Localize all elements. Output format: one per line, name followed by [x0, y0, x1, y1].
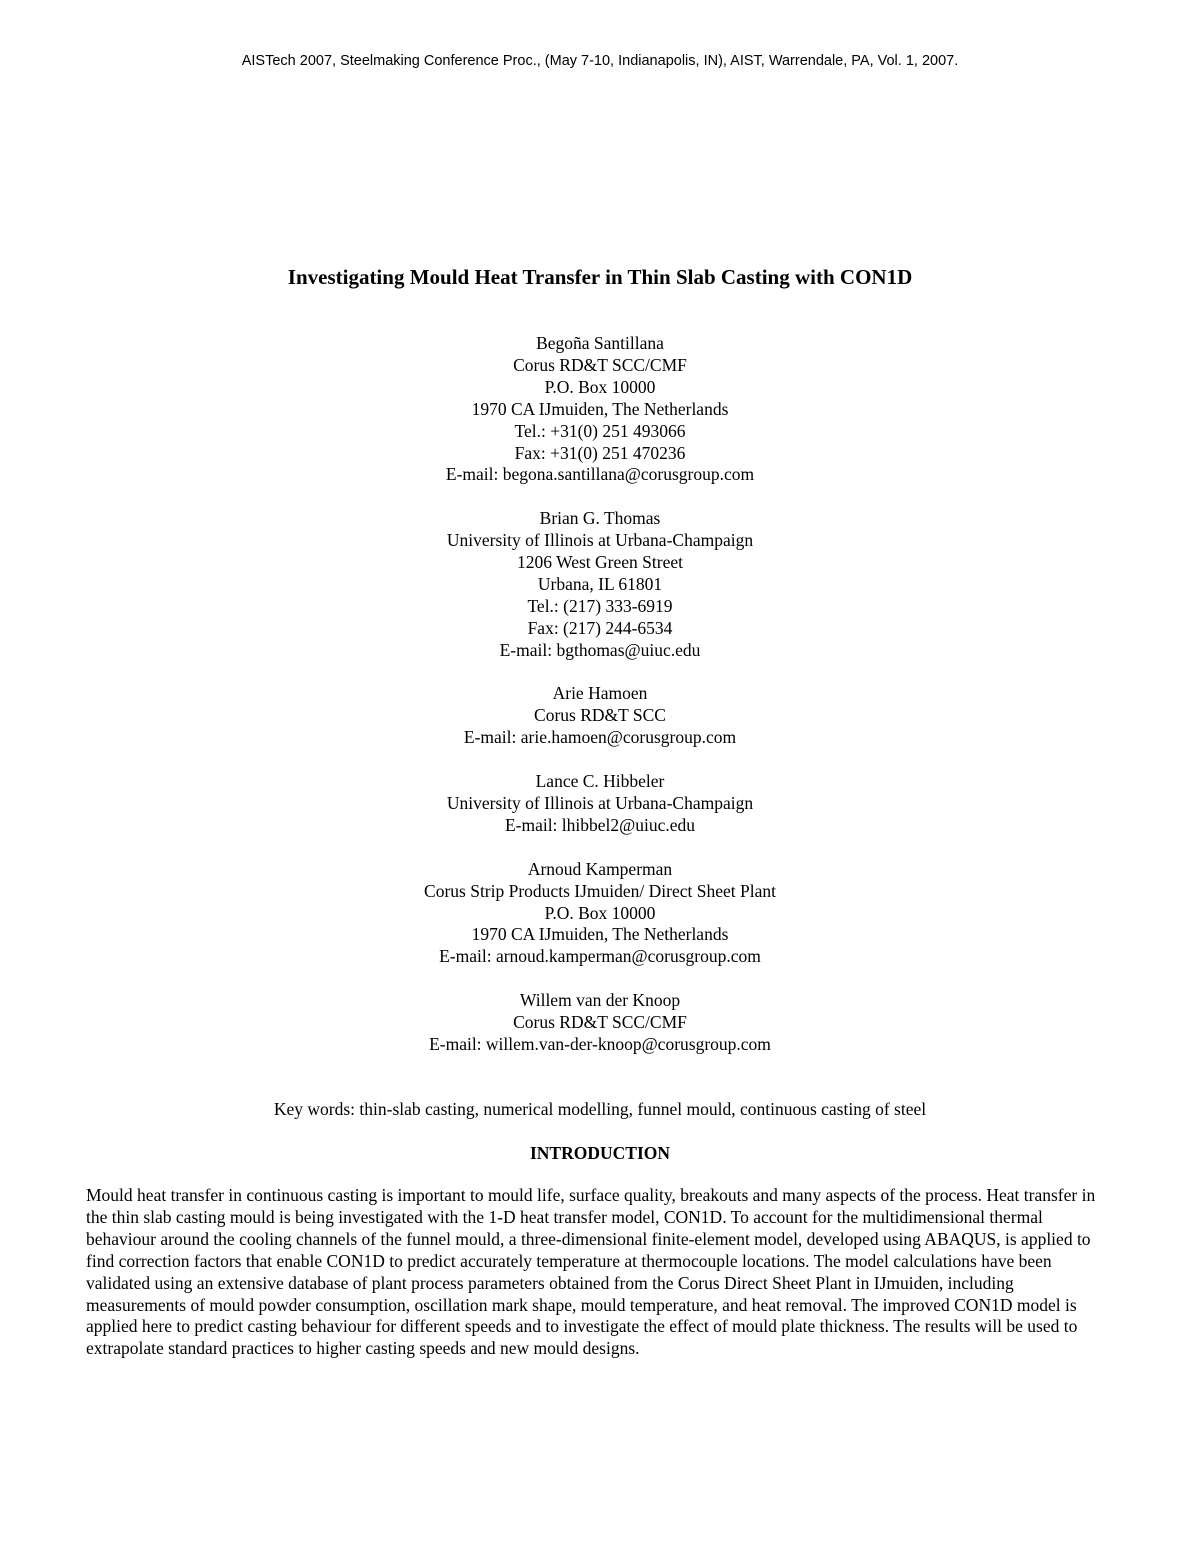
- author-email: E-mail: arnoud.kamperman@corusgroup.com: [439, 946, 761, 967]
- author-fax: Fax: +31(0) 251 470236: [514, 442, 686, 463]
- author-email: E-mail: arie.hamoen@corusgroup.com: [463, 727, 737, 748]
- author-name: Arnoud Kamperman: [527, 858, 673, 879]
- author-address: 1970 CA IJmuiden, The Netherlands: [471, 398, 729, 419]
- author-name: Lance C. Hibbeler: [535, 771, 665, 792]
- author-email: E-mail: bgthomas@uiuc.edu: [499, 639, 701, 660]
- author-block: [0, 508, 1200, 661]
- author-fax: Fax: (217) 244-6534: [527, 617, 673, 638]
- author-phone: Tel.: (217) 333-6919: [527, 595, 673, 616]
- author-block: [0, 859, 1200, 969]
- author-email: E-mail: begona.santillana@corusgroup.com: [445, 464, 755, 485]
- keywords: Key words: thin-slab casting, numerical modelling, funnel mould, continuous casting of steel: [273, 1099, 927, 1119]
- author-email: E-mail: lhibbel2@uiuc.edu: [504, 814, 696, 835]
- author-address: 1206 West Green Street: [517, 552, 683, 573]
- author-affiliation: Corus RD&T SCC/CMF: [513, 354, 687, 375]
- author-email: E-mail: willem.van-der-knoop@corusgroup.com: [429, 1033, 771, 1054]
- author-name: Arie Hamoen: [552, 683, 648, 704]
- author-address: Urbana, IL 61801: [537, 573, 663, 594]
- author-affiliation: Corus Strip Products IJmuiden/ Direct Sheet Plant: [424, 880, 776, 901]
- introduction-paragraph: Mould heat transfer in continuous casting is important to mould life, surface quality, breakouts and many aspects of the process. Heat transfer in the thin slab casting mould is being investigated with the 1-D heat transfer model, CON1D. To account for the multidimensional thermal behaviour around the cooling channels of the funnel mould, a three-dimensional finite-element model, developed using ABAQUS, is applied to find correction factors that enable CON1D to predict accurately temperature at thermocouple locations. The model calculations have been validated using an extensive database of plant process parameters obtained from the Corus Direct Sheet Plant in IJmuiden, including measurements of mould powder consumption, oscillation mark shape, mould temperature, and heat removal. The improved CON1D model is applied here to predict casting behaviour for different speeds and to investigate the effect of mould plate thickness. The results will be used to extrapolate standard practices to higher casting speeds and new mould designs.: [86, 1185, 1096, 1359]
- running-header: AISTech 2007, Steelmaking Conference Proc., (May 7-10, Indianapolis, IN), AIST, Warrendale, PA, Vol. 1, 2007.: [241, 53, 959, 69]
- author-block: [0, 683, 1200, 749]
- author-block: [0, 333, 1200, 486]
- author-block: [0, 990, 1200, 1056]
- author-affiliation: University of Illinois at Urbana-Champaign: [446, 530, 754, 551]
- author-name: Willem van der Knoop: [519, 990, 681, 1011]
- author-list: [0, 333, 1200, 1078]
- author-name: Begoña Santillana: [536, 333, 664, 353]
- author-name: Brian G. Thomas: [539, 508, 661, 529]
- author-address: 1970 CA IJmuiden, The Netherlands: [471, 924, 729, 945]
- author-block: [0, 771, 1200, 837]
- section-heading-introduction: INTRODUCTION: [529, 1143, 671, 1163]
- author-address: P.O. Box 10000: [544, 902, 656, 923]
- author-address: P.O. Box 10000: [544, 376, 656, 397]
- author-affiliation: University of Illinois at Urbana-Champaign: [446, 792, 754, 813]
- author-phone: Tel.: +31(0) 251 493066: [514, 420, 686, 441]
- paper-title: Investigating Mould Heat Transfer in Thin Slab Casting with CON1D: [287, 265, 913, 289]
- author-affiliation: Corus RD&T SCC: [534, 705, 666, 726]
- author-affiliation: Corus RD&T SCC/CMF: [513, 1012, 687, 1033]
